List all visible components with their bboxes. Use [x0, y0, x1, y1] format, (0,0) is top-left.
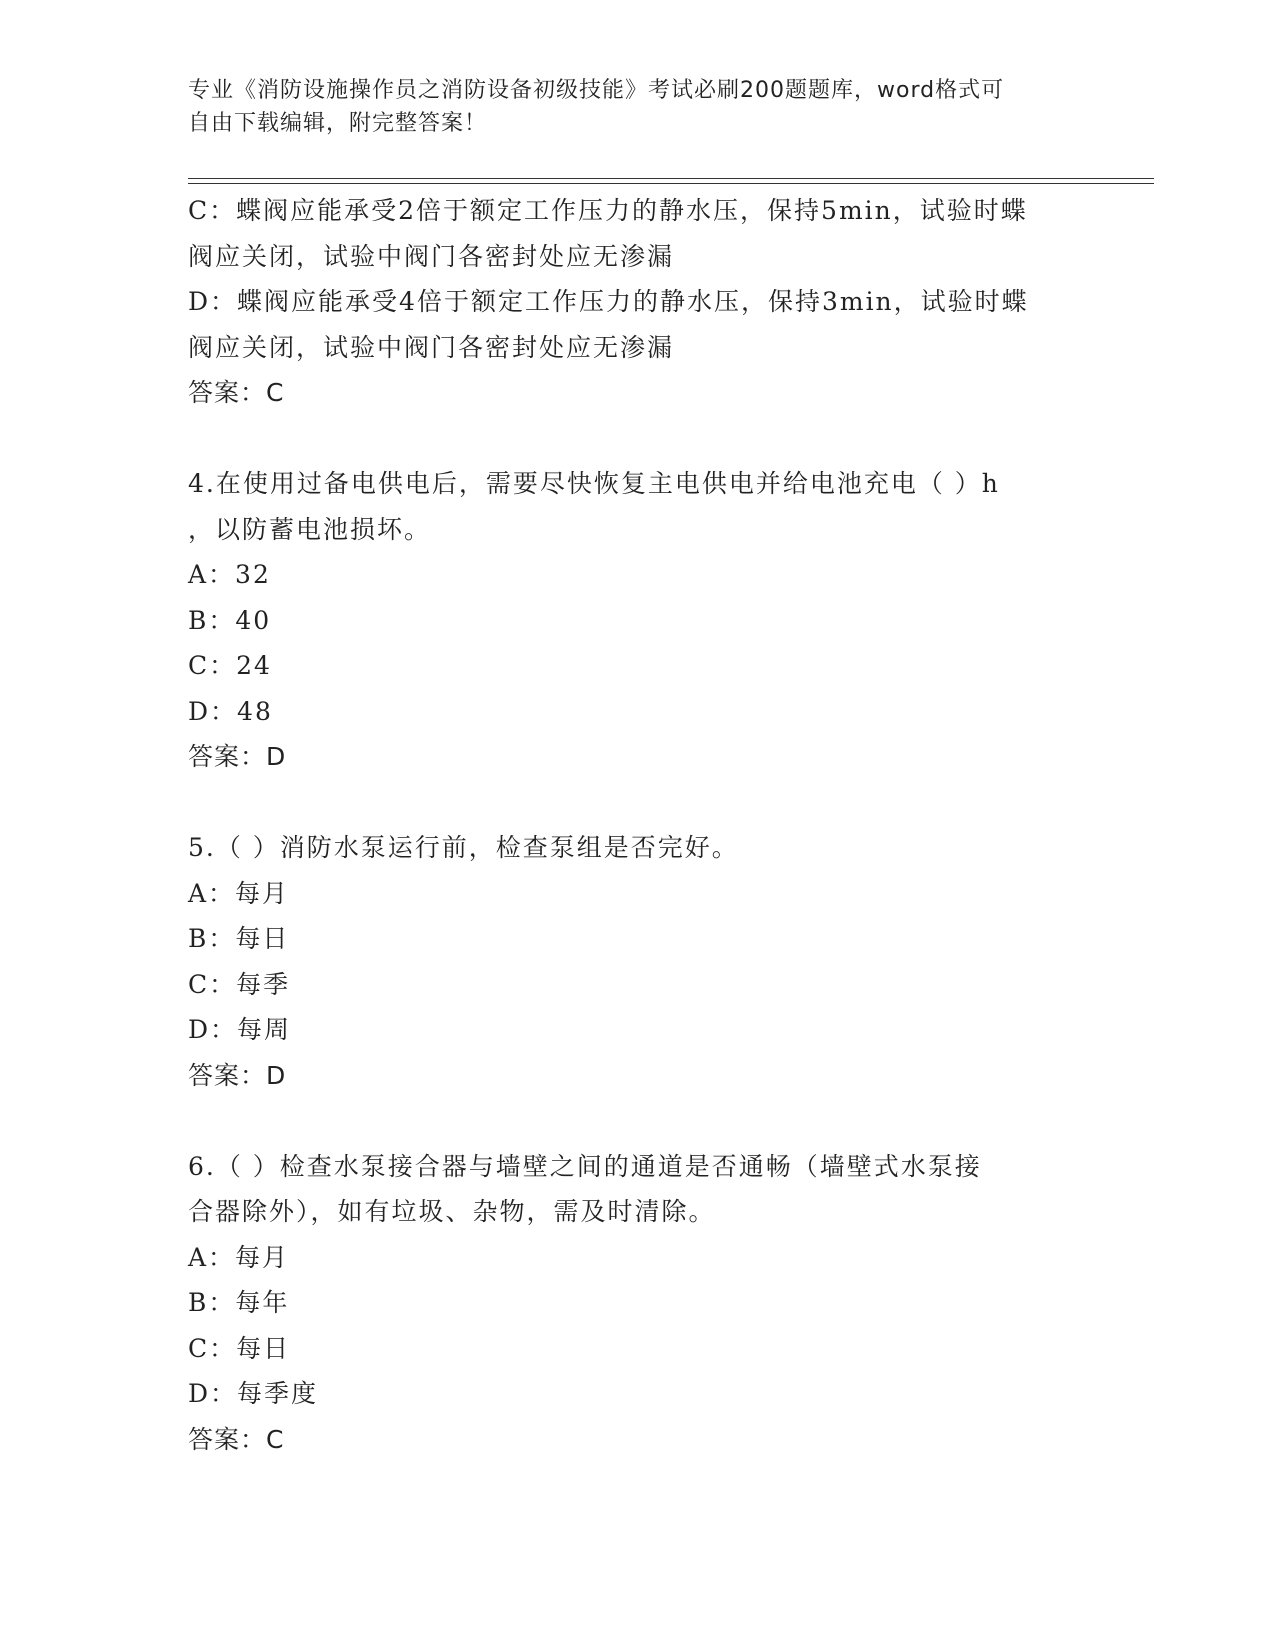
option-c: C：蝶阀应能承受2倍于额定工作压力的静水压，保持5min，试验时蝶 [188, 196, 1028, 225]
option-c-continued: 阀应关闭，试验中阀门各密封处应无渗漏 [188, 241, 675, 271]
answer-line: 答案：D [188, 742, 287, 771]
option-b: B：40 [188, 605, 272, 635]
option-c: C：每日 [188, 1333, 291, 1363]
question-stem: 4.在使用过备电供电后，需要尽快恢复主电供电并给电池充电（ ）h [188, 469, 1000, 498]
header-line-1: 专业《消防设施操作员之消防设备初级技能》考试必刷200题题库，word格式可 [188, 78, 1005, 103]
question-3-tail [188, 188, 1088, 416]
question-4 [188, 461, 1088, 780]
spacer [188, 1098, 1088, 1144]
question-stem: 5.（ ）消防水泵运行前，检查泵组是否完好。 [188, 833, 739, 862]
option-d: D：每周 [188, 1015, 292, 1044]
option-d-continued: 阀应关闭，试验中阀门各密封处应无渗漏 [188, 332, 675, 362]
option-a: A：每月 [188, 878, 290, 908]
header-divider-bottom [188, 183, 1154, 184]
question-content [188, 188, 1088, 1462]
option-d: D：48 [188, 696, 273, 726]
answer-line: 答案：C [188, 1424, 285, 1454]
option-b: B：每日 [188, 924, 290, 953]
option-a: A：32 [188, 560, 271, 589]
option-a: A：每月 [188, 1242, 290, 1272]
option-c: C：24 [188, 651, 272, 680]
question-6 [188, 1144, 1088, 1463]
header-line-2: 自由下载编辑，附完整答案！ [188, 111, 488, 136]
option-c: C：每季 [188, 969, 291, 999]
answer-line: 答案：C [188, 378, 285, 407]
header-divider-top [188, 178, 1154, 179]
question-stem-continued: 合器除外），如有垃圾、杂物，需及时清除。 [188, 1197, 716, 1226]
option-b: B：每年 [188, 1288, 290, 1317]
question-5 [188, 825, 1088, 1098]
question-stem: 6.（ ）检查水泵接合器与墙壁之间的通道是否通畅（墙壁式水泵接 [188, 1151, 982, 1181]
question-stem-continued: ，以防蓄电池损坏。 [188, 514, 432, 544]
option-d: D：蝶阀应能承受4倍于额定工作压力的静水压，保持3min，试验时蝶 [188, 287, 1029, 316]
answer-line: 答案：D [188, 1060, 287, 1090]
spacer [188, 780, 1088, 826]
document-header [188, 74, 1068, 140]
option-d: D：每季度 [188, 1379, 319, 1408]
spacer [188, 416, 1088, 462]
